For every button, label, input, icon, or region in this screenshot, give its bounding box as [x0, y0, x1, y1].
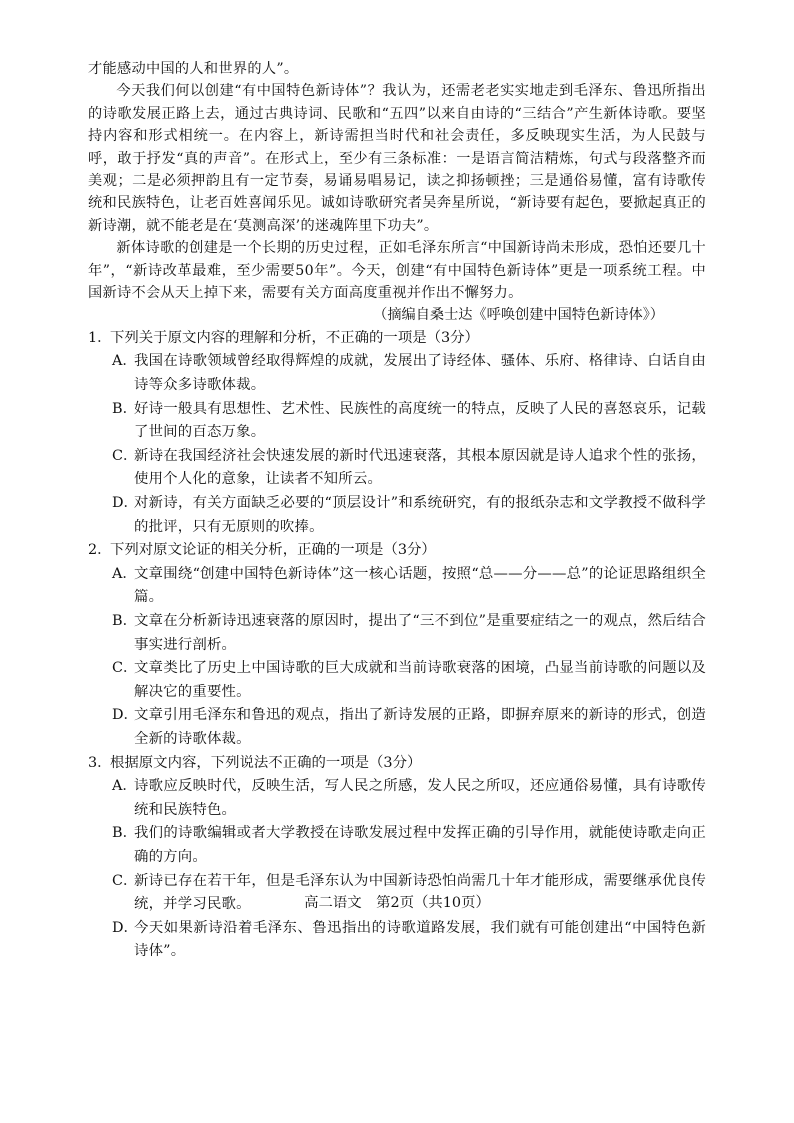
option-letter: D．	[112, 919, 138, 936]
question-number: 3．	[88, 754, 112, 771]
option-text: 文章在分析新诗迅速衰落的原因时，提出了“三不到位”是重要症结之一的观点，然后结合事实进行剖析。	[134, 613, 706, 653]
passage-line0: 才能感动中国的人和世界的人”。	[88, 61, 299, 77]
option-c	[112, 657, 706, 704]
option-text: 今天如果新诗沿着毛泽东、鲁迅指出的诗歌道路发展，我们就有可能创建出“中国特色新诗体”。	[134, 919, 706, 960]
option-text: 文章引用毛泽东和鲁迅的观点，指出了新诗发展的正路，即摒弃原来的新诗的形式，创造全新的诗歌体裁。	[134, 707, 706, 747]
option-text: 文章围绕“创建中国特色新诗体”这一核心话题，按照“总——分——总”的论证思路组织全篇。	[134, 565, 706, 606]
option-text: 新诗在我国经济社会快速发展的新时代迅速衰落，其根本原因就是诗人追求个性的张扬，使用个人化的意象，让读者不知所云。	[134, 447, 706, 488]
option-text: 我们的诗歌编辑或者大学教授在诗歌发展过程中发挥正确的引导作用，就能使诗歌走向正确的方向。	[134, 825, 706, 865]
option-letter: D．	[112, 495, 138, 512]
question-3	[88, 752, 706, 964]
option-d	[112, 917, 706, 964]
option-letter: A．	[112, 778, 137, 795]
option-d	[112, 704, 706, 751]
option-letter: C．	[112, 872, 138, 889]
option-text: 诗歌应反映时代，反映生活，写人民之所感，发人民之所叹，还应通俗易懂，具有诗歌传统和民族特色。	[134, 778, 706, 818]
page-footer: 高二语文 第2页（共10页）	[304, 895, 490, 911]
option-letter: C．	[112, 447, 138, 464]
option-b	[112, 610, 706, 657]
option-letter: B．	[112, 825, 137, 842]
question-2	[88, 539, 706, 751]
option-b	[112, 398, 706, 445]
option-letter: D．	[112, 707, 138, 724]
option-text: 新诗已存在若干年，但是毛泽东认为中国新诗恐怕尚需几十年才能形成，需要继承优良传统，并学习民歌。	[134, 872, 706, 913]
option-a	[112, 775, 706, 822]
option-letter: A．	[112, 353, 137, 370]
option-text: 文章类比了历史上中国诗歌的巨大成就和当前诗歌衰落的困境，凸显当前诗歌的问题以及解决它的重要性。	[134, 660, 706, 700]
exam-page	[88, 58, 706, 964]
question-stem: 下列对原文论证的相关分析，正确的一项是（3分）	[110, 542, 436, 559]
option-a	[112, 350, 706, 397]
option-d	[112, 492, 706, 539]
passage-source: （摘编自桑士达《呼唤创建中国特色新诗体》）	[373, 307, 664, 324]
option-text: 我国在诗歌领域曾经取得辉煌的成就，发展出了诗经体、骚体、乐府、格律诗、白话自由诗等众多诗歌体裁。	[134, 353, 706, 394]
option-letter: C．	[112, 660, 138, 677]
option-letter: B．	[112, 400, 137, 417]
passage-paragraph-2: 新体诗歌的创建是一个长期的历史过程，正如毛泽东所言“中国新诗尚未形成，恐怕还要几十年”，“新诗改革最难，至少需要50年”。今天，创建“有中国特色新诗体”更是一项系统工程。中国新诗不会从天上掉下来，需要有关方面高度重视并作出不懈努力。	[88, 240, 706, 302]
option-a	[112, 563, 706, 610]
option-text: 对新诗，有关方面缺乏必要的“顶层设计”和系统研究，有的报纸杂志和文学教授不做科学的批评，只有无原则的吹捧。	[134, 495, 706, 535]
option-text: 好诗一般具有思想性、艺术性、民族性的高度统一的特点，反映了人民的喜怒哀乐，记载了世间的百态万象。	[134, 400, 706, 441]
question-1	[88, 327, 706, 539]
option-letter: B．	[112, 613, 137, 629]
passage-paragraph-1: 今天我们何以创建“有中国特色新诗体”？我认为，还需老老实实地走到毛泽东、鲁迅所指出的诗歌发展正路上去，通过古典诗词、民歌和“五四”以来自由诗的“三结合”产生新体诗歌。要坚持内容和形式相统一。在内容上，新诗需担当时代和社会责任，多反映现实生活，为人民鼓与呼，敢于抒发“真的声音”。在形式上，至少有三条标准：一是语言简洁精炼，句式与段落整齐而美观；二是必须押韵且有一定节奏，易诵易唱易记，读之抑扬顿挫；三是通俗易懂，富有诗歌传统和民族特色，让老百姓喜闻乐见。诚如诗歌研究者吴奔星所说，“新诗要有起色，要掀起真正的新诗潮，就不能老是在‘莫测高深’的迷魂阵里下功夫”。	[88, 83, 706, 234]
question-number: 1．	[88, 329, 112, 346]
question-stem: 下列关于原文内容的理解和分析，不正确的一项是（3分）	[110, 329, 479, 346]
question-stem: 根据原文内容，下列说法不正确的一项是（3分）	[110, 754, 422, 771]
question-number: 2．	[88, 542, 112, 559]
option-b	[112, 822, 706, 869]
option-letter: A．	[112, 565, 137, 582]
option-c	[112, 445, 706, 492]
